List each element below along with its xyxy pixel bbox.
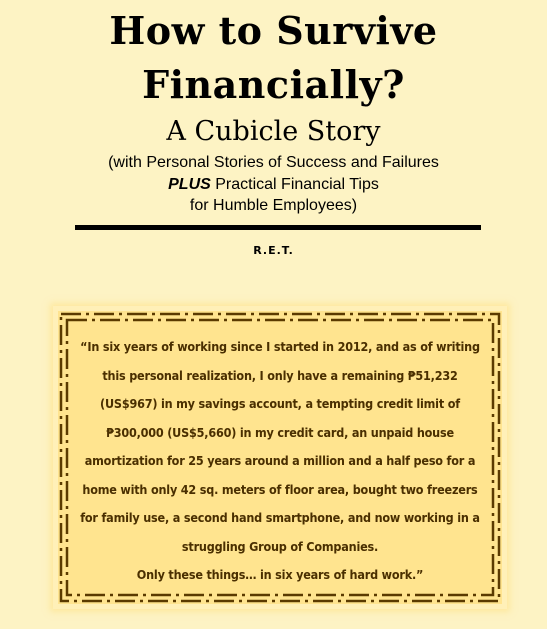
tagline-line-3: for Humble Employees) [189,197,358,214]
quote-line: this personal realization, I only have a remaining ₱51,232 [102,367,458,383]
quote-line: struggling Group of Companies. [181,538,379,554]
subtitle: A Cubicle Story [166,116,381,147]
quote-box [58,311,502,604]
author-initials: R.E.T. [253,244,294,257]
quote-line: home with only 42 sq. meters of floor area, bought two freezers [82,481,478,497]
quote-text [72,333,488,590]
divider-rule [75,225,481,230]
tagline-emphasis: PLUS [168,176,211,193]
title-line-1: How to Survive [109,8,438,53]
title-line-2: Financially? [142,62,405,107]
quote-line: “In six years of working since I started in 2012, and as of writing [80,339,480,354]
quote-line: Only these things… in six years of hard work.” [136,567,424,582]
quote-line: amortization for 25 years around a million and a half peso for a [84,453,476,468]
quote-line: ₱300,000 (US$5,660) in my credit card, an unpaid house [106,424,454,440]
tagline-line-2-rest: Practical Financial Tips [210,176,379,193]
quote-line: (US$967) in my savings account, a tempting credit limit of [100,396,460,411]
quote-line: for family use, a second hand smartphone, and now working in a [80,510,480,525]
tagline-line-1: (with Personal Stories of Success and Failures [108,154,439,171]
tagline-line-2 [0,177,547,193]
